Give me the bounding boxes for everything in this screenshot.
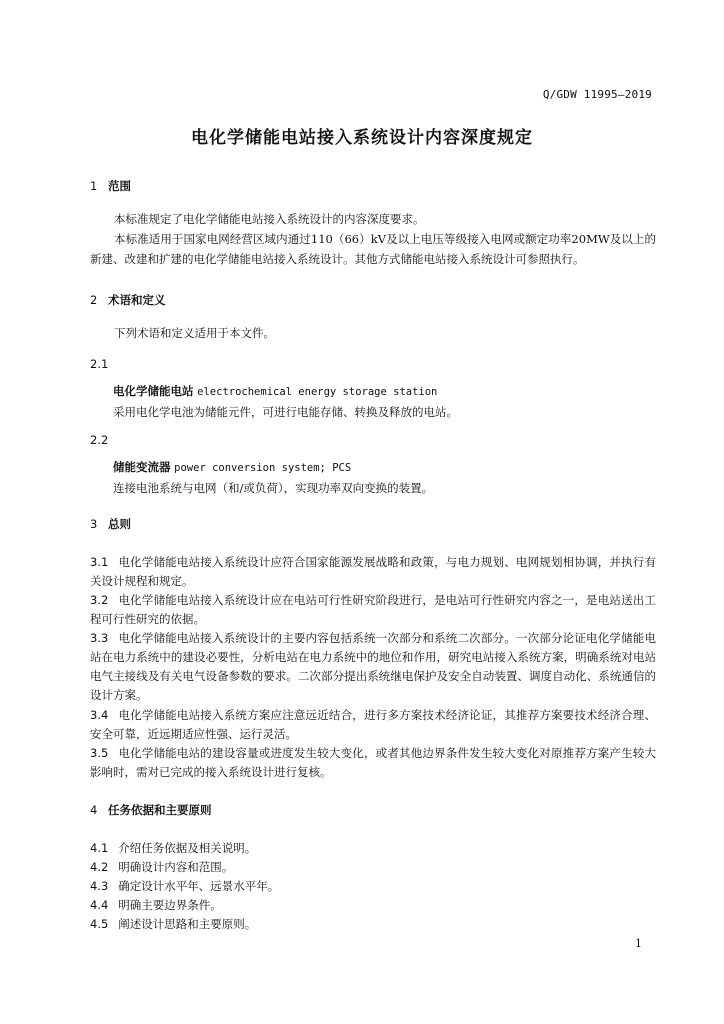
section-number: 4 (90, 803, 98, 817)
terms-intro: 下列术语和定义适用于本文件。 (114, 326, 275, 340)
clause-number: 3.5 (90, 746, 109, 760)
clause-text: 电化学储能电站接入系统方案应注意远近结合，进行多方案技术经济论证，其推荐方案要技术经济合理、安全可靠，近远期适应性强、运行灵活。 (90, 708, 656, 741)
scope-paragraph-2: 本标准适用于国家电网经营区域内通过110（66）kV及以上电压等级接入电网或额定功率20MW及以上的新建、改建和扩建的电化学储能电站接入系统设计。其他方式储能电站接入系统设计可参照执行。 (90, 232, 656, 266)
clause-number: 4.4 (90, 898, 109, 912)
standard-code: Q/GDW 11995—2019 (542, 88, 652, 101)
term-entry (113, 458, 433, 498)
clause-text: 确定设计水平年、远景水平年。 (118, 879, 280, 893)
section-heading-basis (90, 802, 212, 818)
clause-text: 阐述设计思路和主要原则。 (118, 917, 257, 931)
clause-number: 4.1 (90, 841, 109, 855)
section-number: 1 (90, 179, 98, 193)
clause-3-5 (90, 744, 656, 782)
document-title: 电化学储能电站接入系统设计内容深度规定 (191, 128, 533, 148)
term-definition: 采用电化学电池为储能元件，可进行电能存储、转换及释放的电站。 (113, 404, 458, 419)
clause-4-5 (90, 915, 656, 934)
clause-text: 电化学储能电站接入系统设计的主要内容包括系统一次部分和系统二次部分。一次部分论证电化学储能电站在电力系统中的建设必要性，分析电站在电力系统中的地位和作用，研究电站接入系统方案，明确系统对电站电气主接线及有关电气设备参数的要求。二次部分提出系统继电保护及安全自动装置、调度自动化、系统通信的设计方案。 (90, 631, 656, 702)
clause-number: 3.4 (90, 708, 109, 722)
clause-3-3 (90, 629, 656, 705)
section-title: 总则 (108, 517, 131, 531)
clause-3-4 (90, 706, 656, 744)
clause-4-4 (90, 896, 656, 915)
section-heading-scope (90, 178, 131, 194)
section-heading-terms (90, 292, 166, 308)
term-english: electrochemical energy storage station (197, 386, 438, 398)
term-number: 2.1 (90, 357, 109, 371)
clause-text: 电化学储能电站的建设容量或进度发生较大变化，或者其他边界条件发生较大变化对原推荐方案产生较大影响时，需对已完成的接入系统设计进行复核。 (90, 746, 656, 779)
page-number: 1 (635, 937, 642, 950)
clause-3-1 (90, 553, 656, 591)
clause-4-1 (90, 839, 656, 858)
clause-number: 3.2 (90, 593, 109, 607)
section-number: 2 (90, 293, 98, 307)
clause-4-2 (90, 858, 656, 877)
scope-paragraph-1: 本标准规定了电化学储能电站接入系统设计的内容深度要求。 (114, 212, 425, 226)
clause-number: 4.3 (90, 879, 109, 893)
clause-number: 4.5 (90, 917, 109, 931)
term-name: 电化学储能电站 (113, 384, 194, 398)
clause-text: 电化学储能电站接入系统设计应在电站可行性研究阶段进行，是电站可行性研究内容之一，是电站送出工程可行性研究的依据。 (90, 593, 656, 626)
term-entry (113, 382, 458, 422)
section-heading-general (90, 516, 131, 532)
clause-number: 3.3 (90, 631, 109, 645)
clause-text: 介绍任务依据及相关说明。 (118, 841, 257, 855)
clause-4-3 (90, 877, 656, 896)
clause-text: 明确设计内容和范围。 (118, 860, 234, 874)
clause-number: 4.2 (90, 860, 109, 874)
clause-3-2 (90, 591, 656, 629)
term-name: 储能变流器 (113, 460, 171, 474)
clause-text: 明确主要边界条件。 (118, 898, 222, 912)
term-definition: 连接电池系统与电网（和/或负荷），实现功率双向变换的装置。 (113, 480, 434, 495)
term-number: 2.2 (90, 433, 109, 447)
section-number: 3 (90, 517, 98, 531)
clause-number: 3.1 (90, 555, 109, 569)
clause-text: 电化学储能电站接入系统设计应符合国家能源发展战略和政策，与电力规划、电网规划相协调，并执行有关设计规程和规定。 (90, 555, 656, 588)
section-title: 范围 (108, 179, 131, 193)
section-title: 术语和定义 (108, 293, 166, 307)
section-title: 任务依据和主要原则 (108, 803, 212, 817)
term-english: power conversion system; PCS (174, 462, 352, 474)
